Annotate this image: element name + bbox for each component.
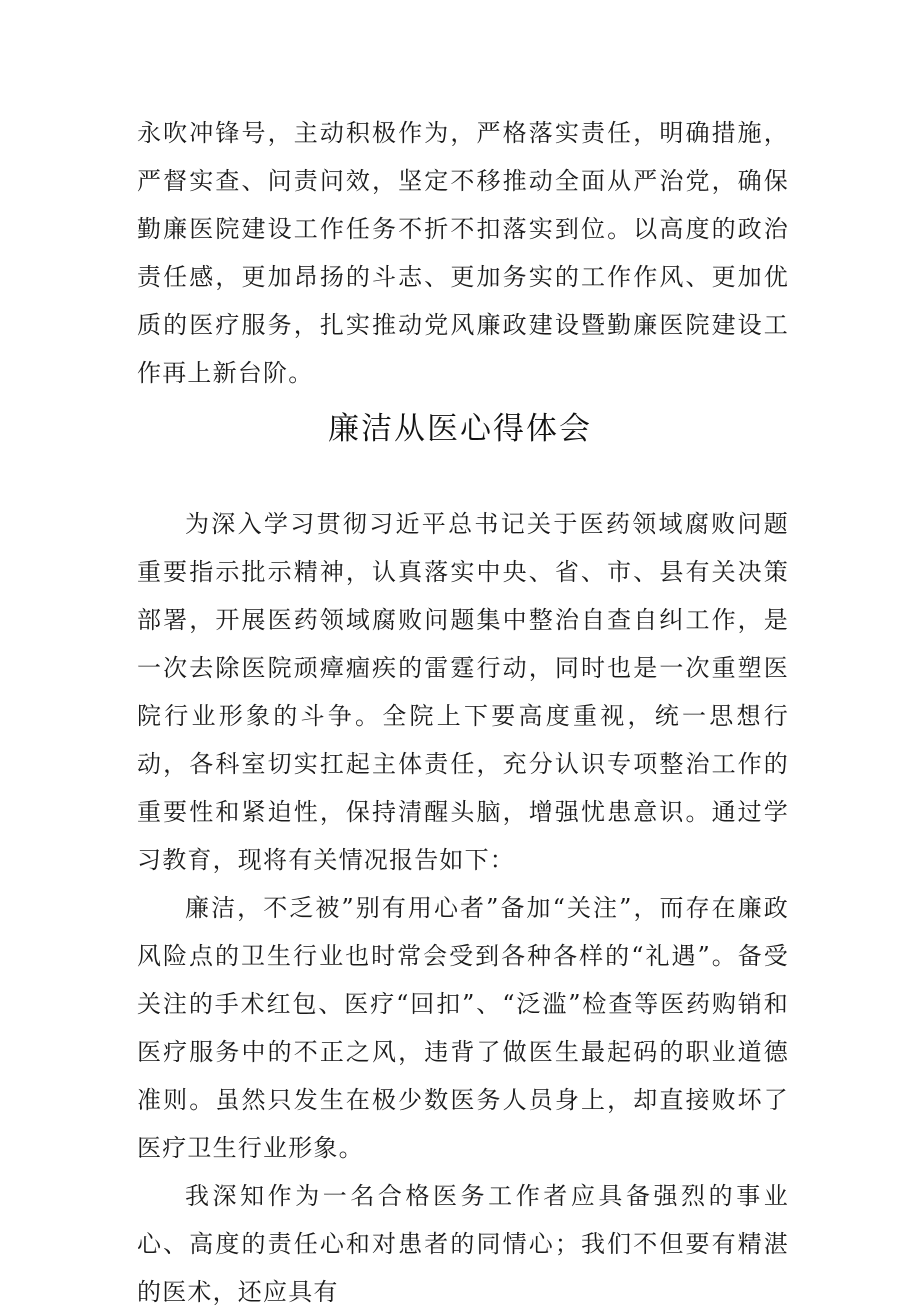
body-paragraph-1: 为深入学习贯彻习近平总书记关于医药领域腐败问题重要指示批示精神，认真落实中央、省、市、县有关决策部署，开展医药领域腐败问题集中整治自查自纠工作，是一次去除医院顽瘴痼疾的雷霆行动，同时也是一次重塑医院行业形象的斗争。全院上下要高度重视，统一思想行动，各科室切实扛起主体责任，充分认识专项整治工作的重要性和紧迫性，保持清醒头脑，增强忧患意识。通过学习教育，现将有关情况报告如下： <box>137 510 789 874</box>
body-section <box>137 500 789 1316</box>
body-paragraph-3: 我深知作为一名合格医务工作者应具备强烈的事业心、高度的责任心和对患者的同情心；我们不但要有精湛的医术，还应具有 <box>137 1182 789 1306</box>
page-title: 廉洁从医心得体会 <box>328 411 592 447</box>
intro-section <box>137 109 789 397</box>
intro-paragraph: 永吹冲锋号，主动积极作为，严格落实责任，明确措施，严督实查、问责问效，坚定不移推动全面从严治党，确保勤廉医院建设工作任务不折不扣落实到位。以高度的政治责任感，更加昂扬的斗志、更加务实的工作作风、更加优质的医疗服务，扎实推动党风廉政建设暨勤廉医院建设工作再上新台阶。 <box>137 119 789 387</box>
body-paragraph-2: 廉洁，不乏被”别有用心者”备加“关注”，而存在廉政风险点的卫生行业也时常会受到各种各样的“礼遇”。备受关注的手术红包、医疗“回扣”、“泛滥”检查等医药购销和医疗服务中的不正之风，违背了做医生最起码的职业道德准则。虽然只发生在极少数医务人员身上，却直接败坏了医疗卫生行业形象。 <box>137 894 789 1162</box>
